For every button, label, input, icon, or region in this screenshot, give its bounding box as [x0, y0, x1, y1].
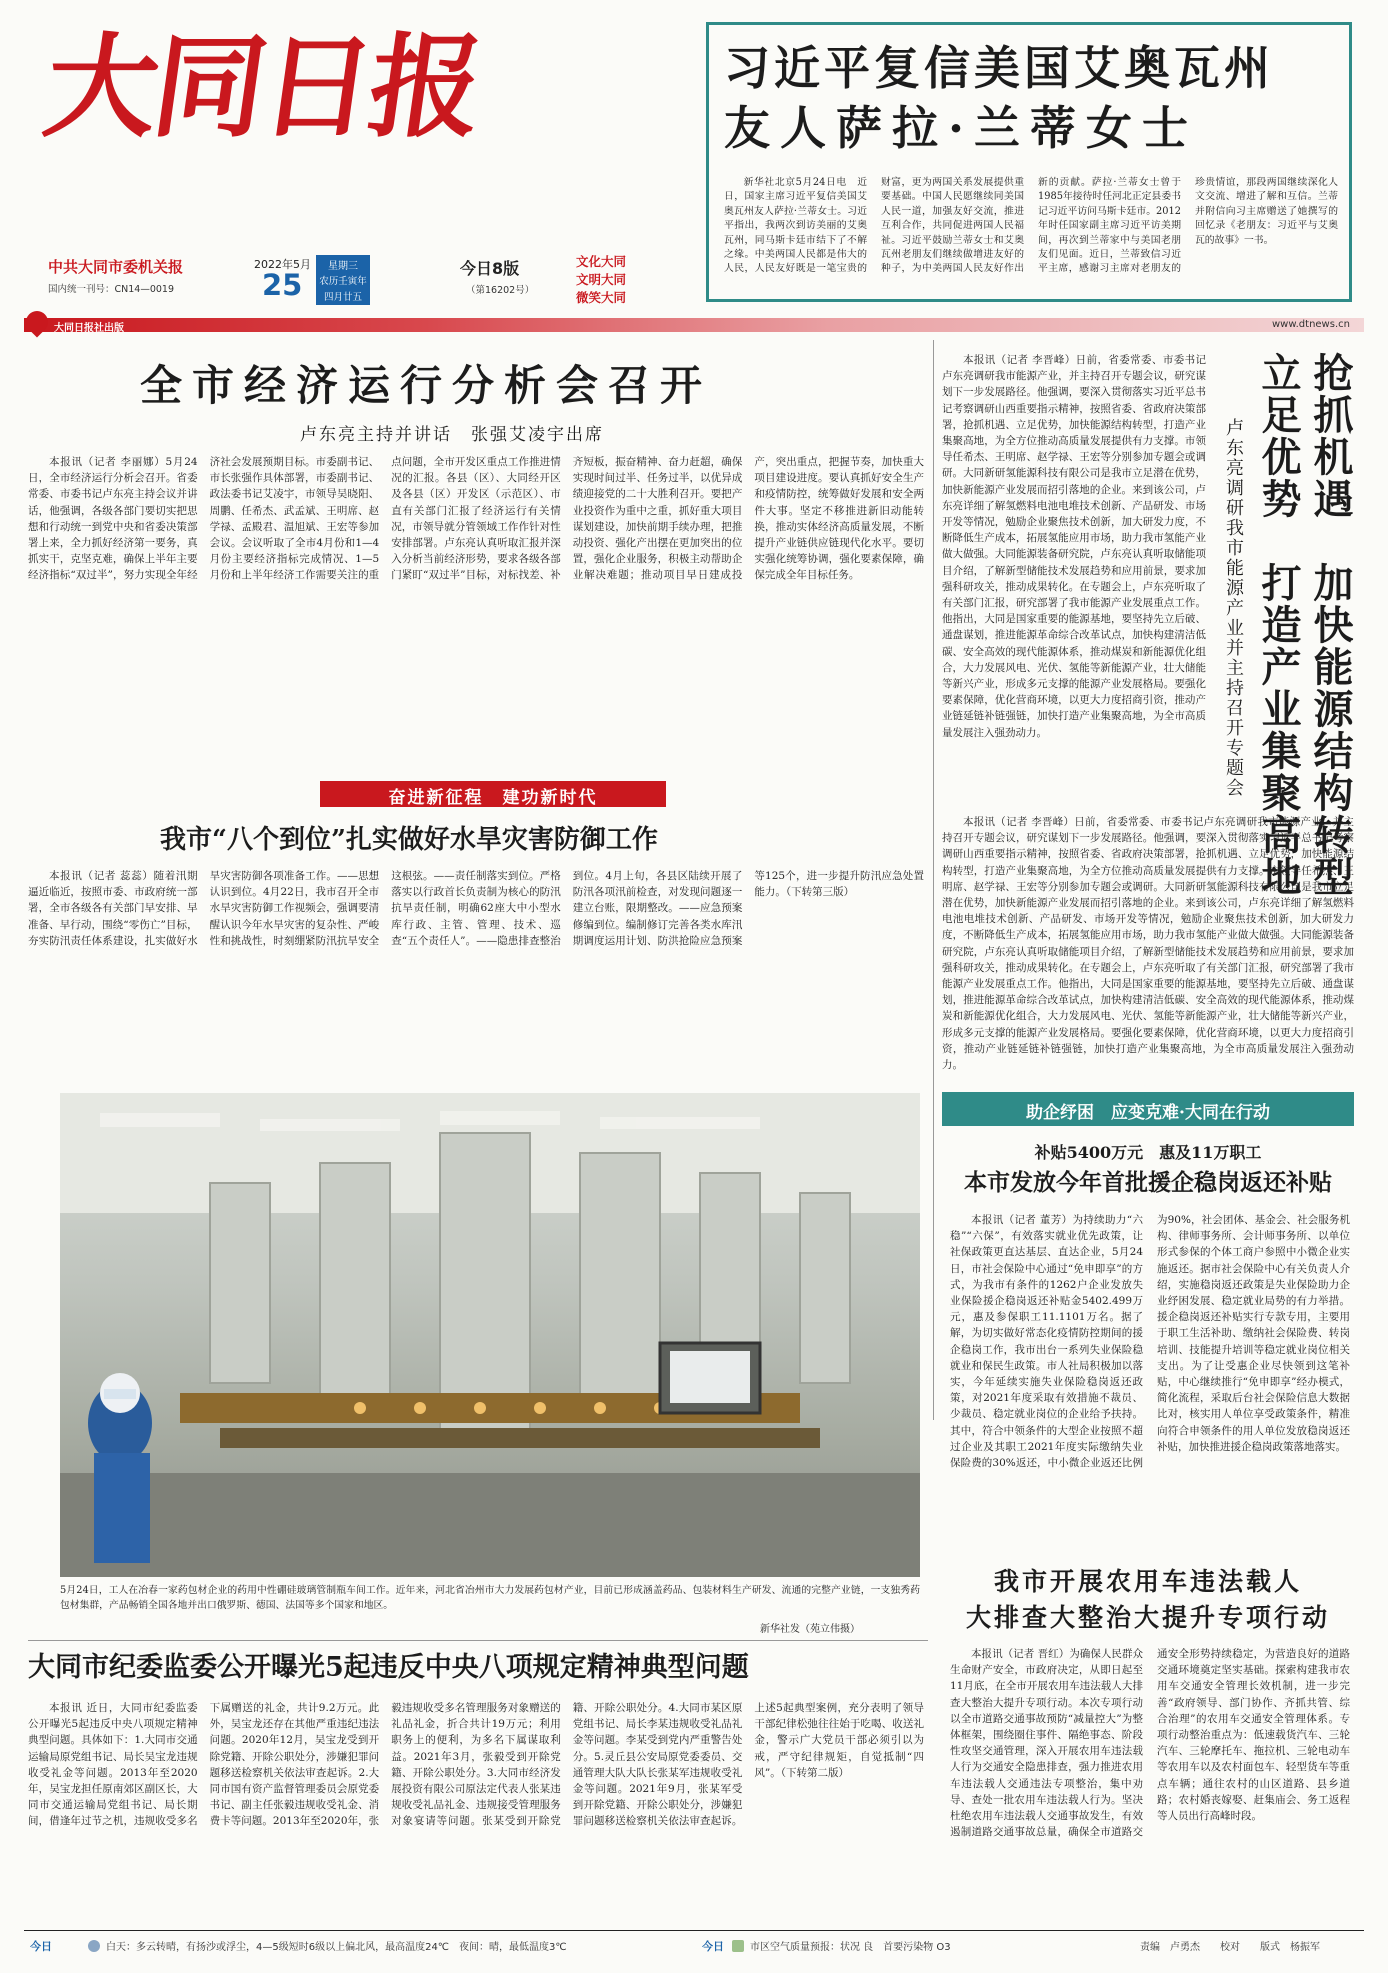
- factory-photo-illustration: [60, 1093, 920, 1577]
- lunar-date: 四月廿五: [323, 292, 362, 303]
- article4-title-1: 我市开展农用车违法载人: [993, 1567, 1302, 1596]
- date-year-month: 2022年5月: [254, 258, 311, 271]
- weather-icon: [88, 1940, 100, 1952]
- article1-body: [28, 454, 924, 760]
- side-article-body-text: 本报讯（记者 李晋峰）日前，省委常委、市委书记卢东亮调研我市能源产业，并主持召开专题会议，研究谋划下一步发展路径。他强调，要深入贯彻落实习近平总书记考察调研山西重要指示精神，按照省委、省政府决策部署，抢抓机遇、立足优势，加快能源结构转型，打造产业集聚高地，为全方位推动高质量发展提供有力支撑。市领导任希杰、王明席、赵学禄、王宏等分别参加专题会或调研。大同新研氢能源科技有限公司是我市立足潜在优势，加快新能源产业发展而招引落地的企业。来到该公司，卢东亮详细了解氢燃料电池电堆技术创新、产品研发、市场开发等情况，勉励企业聚焦技术创新，加大研发力度，不断降低生产成本，拓展氢能应用市场，助力我市氢能产业做大做强。大同能源装备研究院，卢东亮认真听取储能项目介绍，了解新型储能技术发展趋势和应用前景，要求加强科研攻关，推动成果转化。在专题会上，卢东亮听取了有关部门汇报，研究部署了我市能源产业发展重点工作。他指出，大同是国家重要的能源基地，要坚持先立后破、通盘谋划，推进能源革命综合改革试点，加快构建清洁低碳、安全高效的现代能源体系，推动煤炭和新能源优化组合，大力发展风电、光伏、氢能等新能源产业，壮大储能等新兴产业，形成多元支撑的能源产业发展格局。要强化要素保障，优化营商环境，以更大力度招商引资，推动产业链延链补链强链，加快打造产业集聚高地，为全市高质量发展注入强劲动力。: [942, 354, 1206, 739]
- lead-title-line1: 习近平复信美国艾奥瓦州: [724, 41, 1274, 95]
- lead-title-line2: 友人萨拉·兰蒂女士: [724, 101, 1199, 155]
- article1-subtitle: 卢东亮主持并讲话 张强艾凌宇出席: [300, 425, 604, 445]
- article1-title: 全市经济运行分析会召开: [140, 361, 713, 410]
- publisher-strip: [24, 318, 1364, 332]
- masthead-org: 中共大同市委机关报: [48, 258, 184, 276]
- article4-body: [950, 1646, 1350, 1922]
- lead-body-text: 新华社北京5月24日电 近日，国家主席习近平复信美国艾奥瓦州友人萨拉·兰蒂女士。习近平指出，我两次到访美丽的艾奥瓦州，同马斯卡廷市结下了不解之缘。中美两国人民都是伟大的人民，人民友好既是一笔宝贵的财富，更为两国关系发展提供重要基础。中国人民愿继续同美国人民一道，加强友好交流，推进互利合作，共同促进两国人民福祉。习近平鼓励兰蒂女士和艾奥瓦州老朋友们继续做增进友好的种子，为中美两国人民友好作出新的贡献。萨拉·兰蒂女士曾于1985年接待时任河北正定县委书记习近平访问马斯卡廷市。2012年时任国家副主席习近平访美期间，再次到兰蒂家中与美国老朋友们见面。近日，兰蒂致信习近平主席，感谢习主席对老朋友的珍贵情谊，那段两国继续深化人文交流、增进了解和互信。兰蒂并附信向习主席赠送了她撰写的回忆录《老朋友：习近平与艾奥瓦的故事》一书。: [724, 177, 1338, 275]
- article2-body-text: 本报讯（记者 蕊蕊）随着汛期逼近临近，按照市委、市政府统一部署，全市各级各有关部门早安排、早准备、早行动，围绕“零伤亡”目标，夯实防汛责任体系建设，扎实做好水旱灾害防御各项准备工作。——思想认识到位。4月22日，我市召开全市水旱灾害防御工作视频会，强调要清醒认识今年水旱灾害的复杂性、严峻性和挑战性，时刻绷紧防汛抗旱安全这根弦。——责任制落实到位。严格落实以行政首长负责制为核心的防汛抗旱责任制，明确62座大中小型水库行政、主管、管理、技术、巡查“五个责任人”。——隐患排查整治到位。4月上旬，各县区陆续开展了防汛各项汛前检查，对发现问题逐一建立台账，限期整改。——应急预案修编到位。编制修订完善各类水库汛期调度运用计划、防洪抢险应急预案等125个，进一步提升防汛应急处置能力。（下转第三版）: [28, 870, 924, 947]
- photo-caption-text: 5月24日，工人在冶春一家药包材企业的药用中性硼硅玻璃管制瓶车间工作。近年来，河北省冶州市大力发展药包材产业，目前已形成涵盖药品、包装材料生产研发、流通的完整产业链，一支独秀药包材集群，产品畅销全国各地并出口俄罗斯、德国、法国等多个国家和地区。: [60, 1585, 920, 1611]
- box-body: [950, 1212, 1350, 1548]
- newspaper-logo: 大同日报: [36, 22, 488, 153]
- issue-number: （第16202号）: [466, 285, 535, 296]
- article4-title-2: 大排查大整治大提升专项行动: [965, 1603, 1330, 1632]
- side-article-body-cont: 本报讯（记者 李晋峰）日前，省委常委、市委书记卢东亮调研我市能源产业，并主持召开专题会议，研究谋划下一步发展路径。他强调，要深入贯彻落实习近平总书记考察调研山西重要指示精神，按照省委、省政府决策部署，抢抓机遇、立足优势，加快能源结构转型，打造产业集聚高地，为全方位推动高质量发展提供有力支撑。市领导任希杰、王明席、赵学禄、王宏等分别参加专题会或调研。大同新研氢能源科技有限公司是我市立足潜在优势，加快新能源产业发展而招引落地的企业。来到该公司，卢东亮详细了解氢燃料电池电堆技术创新、产品研发、市场开发等情况，勉励企业聚焦技术创新，加大研发力度，不断降低生产成本，拓展氢能应用市场，助力我市氢能产业做大做强。大同能源装备研究院，卢东亮认真听取储能项目介绍，了解新型储能技术发展趋势和应用前景，要求加强科研攻关，推动成果转化。在专题会上，卢东亮听取了有关部门汇报，研究部署了我市能源产业发展重点工作。他指出，大同是国家重要的能源基地，要坚持先立后破、通盘谋划，推进能源革命综合改革试点，加快构建清洁低碳、安全高效的现代能源体系，推动煤炭和新能源优化组合，大力发展风电、光伏、氢能等新能源产业，壮大储能等新兴产业，形成多元支撑的能源产业发展格局。要强化要素保障，优化营商环境，以更大力度招商引资，推动产业链延链补链强链，加快打造产业集聚高地，为全市高质量发展注入强劲动力。: [942, 816, 1354, 1072]
- box-header: 助企纾困 应变克难·大同在行动: [1026, 1103, 1270, 1123]
- masthead-serial: 国内统一刊号：CN14—0019: [48, 284, 175, 295]
- date-day: 25: [262, 268, 303, 302]
- footer-editors: 责编 卢勇杰 校对 版式 杨振军: [1140, 1942, 1320, 1953]
- lunar-year: 农历壬寅年: [319, 276, 367, 287]
- website[interactable]: www.dtnews.cn: [1272, 319, 1350, 330]
- footer-weather: 白天：多云转晴，有扬沙或浮尘，4—5级短时6级以上偏北风，最高温度24℃ 夜间：晴，最低温度3℃: [106, 1942, 567, 1953]
- section-rule: [28, 1640, 928, 1641]
- article2-body: [28, 868, 924, 1080]
- side-article-title-1: 抢抓机遇 加快能源结构转型: [1307, 352, 1354, 898]
- publisher-flame-icon: [21, 306, 52, 337]
- footer-rule: [24, 1930, 1364, 1931]
- slogan-1: 文化大同: [576, 254, 627, 269]
- box-subtitle: 补贴5400万元 惠及11万职工: [1034, 1143, 1262, 1162]
- side-article-body-top: [942, 352, 1206, 810]
- article2-title: 我市“八个到位”扎实做好水旱灾害防御工作: [160, 825, 658, 855]
- publisher-name: 大同日报社出版: [54, 323, 124, 334]
- photo-caption: [60, 1583, 920, 1617]
- slogan-3: 微笑大同: [576, 290, 627, 305]
- footer-label-weather: 今日: [30, 1940, 52, 1953]
- lead-body: [724, 176, 1338, 292]
- box-title: 本市发放今年首批援企稳岗返还补贴: [964, 1169, 1332, 1196]
- article4-body-text: 本报讯（记者 晋红）为确保人民群众生命财产安全，市政府决定，从即日起至11月底，在全市开展农用车违法载人大排查大整治大提升专项行动。本次专项行动以全市道路交通事故预防“减量控大”为整体框架，围绕圈住事件、隔绝事态、阶段性攻坚交通管理，深入开展农用车违法载人行为交通安全隐患排查，强力推进农用车违法载人交通违法专项整治，集中劝导、查处一批农用车违法载人行为。坚决杜绝农用车违法载人交通事故发生，有效遏制道路交通事故总量，确保全市道路交通安全形势持续稳定，为营造良好的道路交通环境奠定坚实基础。探索构建我市农用车交通安全管理长效机制，进一步完善“政府领导、部门协作、齐抓共管、综合治理”的农用车交通安全管理体系。专项行动整治重点为：低速载货汽车、三轮汽车、三轮摩托车、拖拉机、三轮电动车等农用车以及农村面包车、轻型货车等重点车辆；通往农村的山区道路、县乡道路；农村婚丧嫁娶、赶集庙会、务工返程等人员出行高峰时段。: [950, 1648, 1350, 1839]
- footer-air: 市区空气质量预报：状况 良 首要污染物 O3: [750, 1942, 951, 1953]
- box-body-text: 本报讯（记者 董芳）为持续助力“六稳”“六保”，有效落实就业优先政策，让社保政策更直达基层、直达企业，5月24日，市社会保险中心通过“免申即享”的方式，为我市有条件的1262户企业发放失业保险援企稳岗返还补贴金5402.499万元，惠及参保职工11.1101万名。据了解，为切实做好常态化疫情防控期间的援企稳岗工作，我市出台一系列失业保险稳就业和保民生政策。市人社局积极加以落实，今年延续实施失业保险稳岗返还政策，对2021年度采取有效措施不裁员、少裁员、稳定就业岗位的企业给予扶持。其中，符合中领条件的大型企业按照不超过企业及其职工2021年度实际缴纳失业保险费的30%返还，中小微企业返还比例为90%，社会团体、基金会、社会服务机构、律师事务所、会计师事务所、以单位形式参保的个体工商户参照中小微企业实施返还。据市社会保险中心有关负责人介绍，实施稳岗返还政策是失业保险助力企业纾困发展、稳定就业局势的有力举措。援企稳岗返还补贴实行专款专用，主要用于职工生活补助、缴纳社会保险费、转岗培训、技能提升培训等稳定就业岗位相关支出。为了让受惠企业尽快领到这笔补贴，中心继续推行“免申即享”经办模式，简化流程，采取后台社会保险信息大数据比对，核实用人单位享受政策条件，精准向符合申领条件的用人单位发放稳岗返还补贴，加快推进援企稳岗政策落地落实。: [950, 1214, 1350, 1470]
- weekday: 星期三: [328, 261, 358, 272]
- section-banner-label: 奋进新征程 建功新时代: [388, 788, 598, 808]
- side-article-title-2: 立足优势 打造产业集聚高地: [1255, 352, 1302, 898]
- slogan-2: 文明大同: [576, 272, 627, 287]
- footer-label-air: 今日: [702, 1940, 724, 1953]
- column-divider: [933, 340, 934, 1420]
- air-quality-icon: [732, 1940, 744, 1952]
- factory-photo: [60, 1093, 920, 1577]
- page-count: 今日8版: [460, 259, 520, 278]
- article3-title: 大同市纪委监委公开曝光5起违反中央八项规定精神典型问题: [28, 1652, 749, 1683]
- article3-body-text: 本报讯 近日，大同市纪委监委公开曝光5起违反中央八项规定精神典型问题。具体如下：1.大同市交通运输局原党组书记、局长吴宝龙违规收受礼金等问题。2013年至2020年，吴宝龙担任原南郊区副区长，大同市交通运输局党组书记、局长期间，借逢年过节之机，违规收受多名下属赠送的礼金，共计9.2万元。此外，吴宝龙还存在其他严重违纪违法问题。2020年12月，吴宝龙受到开除党籍、开除公职处分，涉嫌犯罪问题移送检察机关依法审查起诉。2.大同市国有资产监督管理委员会原党委书记、副主任张毅违规收受礼金、消费卡等问题。2013年至2020年，张毅违规收受多名管理服务对象赠送的礼品礼金，折合共计19万元；利用职务上的便利，为多名下属谋取利益。2021年3月，张毅受到开除党籍、开除公职处分。3.大同市经济发展投资有限公司原法定代表人张某违规收受礼品礼金、违规接受管理服务对象宴请等问题。张某受到开除党籍、开除公职处分。4.大同市某区原党组书记、局长李某违规收受礼品礼金等问题。李某受到党内严重警告处分。5.灵丘县公安局原党委委员、交通管理大队大队长张某军违规收受礼金等问题。2021年9月，张某军受到开除党籍、开除公职处分，涉嫌犯罪问题移送检察机关依法审查起诉。上述5起典型案例，充分表明了领导干部纪律松弛往往始于吃喝、收送礼金，警示广大党员干部必须引以为戒，严守纪律规矩，自觉抵制“四风”。（下转第二版）: [28, 1702, 924, 1828]
- article3-body: [28, 1700, 924, 1922]
- side-article-subtitle: 卢东亮调研我市能源产业并主持召开专题会: [1223, 418, 1244, 798]
- article1-body-text: 本报讯（记者 李丽娜）5月24日，全市经济运行分析会召开。省委常委、市委书记卢东亮主持会议并讲话，他强调，各级各部门要切实把思想和行动统一到党中央和省委决策部署上来，全力抓好经济第一要务，真抓实干，克坚克难，确保上半年主要经济指标“双过半”，努力实现全年经济社会发展预期目标。市委副书记、市长张强作具体部署，市委副书记、政法委书记艾凌宇，市领导吴晓阳、周鹏、任希杰、武孟斌、王明席、赵学禄、孟殿君、温旭斌、王宏等参加会议。会议听取了全市4月份和1—4月份主要经济指标完成情况、1—5月份和上半年经济工作需要关注的重点问题，全市开发区重点工作推进情况的汇报。各县（区）、大同经开区及各县（区）开发区（示范区）、市直有关部门汇报了经济运行有关情况，市领导就分管领域工作作针对性安排部署。卢东亮认真听取汇报并深入分析当前经济形势，要求各级各部门紧盯“双过半”目标，对标找差、补齐短板，振奋精神、奋力赶超，确保实现时间过半、任务过半，以优异成绩迎接党的二十大胜利召开。要把产业投资作为重中之重，抓好重大项目谋划建设，加快前期手续办理，把推动投资、强化产出摆在更加突出的位置，强化企业服务，积极主动帮助企业解决难题；推动项目早日建成投产，突出重点，把握节奏，加快重大项目建设进度。要认真抓好安全生产和疫情防控，统筹做好发展和安全两件大事。坚定不移推进新旧动能转换，推动实体经济高质量发展，不断提升产业链供应链现代化水平。要切实强化统筹协调，强化要素保障，确保完成全年目标任务。: [28, 456, 924, 582]
- photo-credit: 新华社发（苑立伟摄）: [760, 1624, 860, 1635]
